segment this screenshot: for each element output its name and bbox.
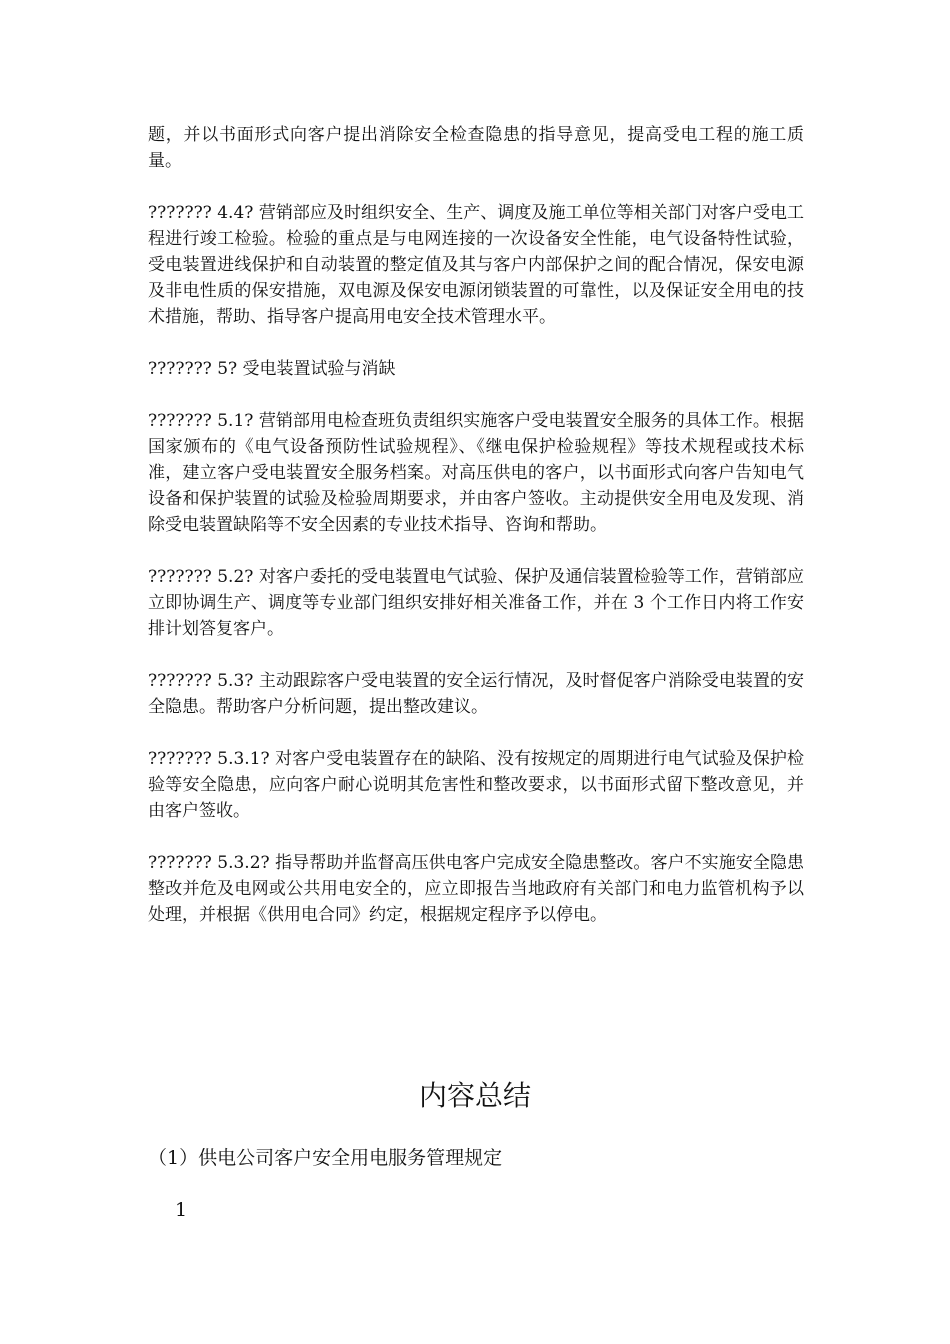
body-text bbox=[148, 122, 804, 954]
summary-item: （1）供电公司客户安全用电服务管理规定 bbox=[148, 1147, 503, 1169]
section-heading-5: ??????? 5? 受电装置试验与消缺 bbox=[148, 359, 396, 379]
paragraph-5-3: ??????? 5.3? 主动跟踪客户受电装置的安全运行情况，及时督促客户消除受电装置的安全隐患。帮助客户分析问题，提出整改建议。 bbox=[148, 671, 804, 717]
paragraph-5-3-2: ??????? 5.3.2? 指导帮助并监督高压供电客户完成安全隐患整改。客户不实施安全隐患整改并危及电网或公共用电安全的，应立即报告当地政府有关部门和电力监管机构予以处理，并根据《供用电合同》约定，根据规定程序予以停电。 bbox=[148, 853, 804, 925]
paragraph-5-2: ??????? 5.2? 对客户委托的受电装置电气试验、保护及通信装置检验等工作，营销部应立即协调生产、调度等专业部门组织安排好相关准备工作，并在 3 个工作日内将工作安排计划答复客户。 bbox=[148, 567, 804, 639]
paragraph-continuation: 题，并以书面形式向客户提出消除安全检查隐患的指导意见，提高受电工程的施工质量。 bbox=[148, 125, 804, 171]
paragraph-5-1: ??????? 5.1? 营销部用电检查班负责组织实施客户受电装置安全服务的具体工作。根据国家颁布的《电气设备预防性试验规程》、《继电保护检验规程》等技术规程或技术标准，建立客户受电装置安全服务档案。对高压供电的客户，以书面形式向客户告知电气设备和保护装置的试验及检验周期要求，并由客户签收。主动提供安全用电及发现、消除受电装置缺陷等不安全因素的专业技术指导、咨询和帮助。 bbox=[148, 411, 804, 535]
paragraph-4-4: ??????? 4.4? 营销部应及时组织安全、生产、调度及施工单位等相关部门对客户受电工程进行竣工检验。检验的重点是与电网连接的一次设备安全性能，电气设备特性试验，受电装置进线保护和自动装置的整定值及其与客户内部保护之间的配合情况，保安电源及非电性质的保安措施，双电源及保安电源闭锁装置的可靠性，以及保证安全用电的技术措施，帮助、指导客户提高用电安全技术管理水平。 bbox=[148, 203, 804, 327]
page-number: 1 bbox=[175, 1199, 188, 1221]
paragraph-5-3-1: ??????? 5.3.1? 对客户受电装置存在的缺陷、没有按规定的周期进行电气试验及保护检验等安全隐患，应向客户耐心说明其危害性和整改要求，以书面形式留下整改意见，并由客户签收。 bbox=[148, 749, 804, 821]
summary-title: 内容总结 bbox=[418, 1079, 531, 1112]
